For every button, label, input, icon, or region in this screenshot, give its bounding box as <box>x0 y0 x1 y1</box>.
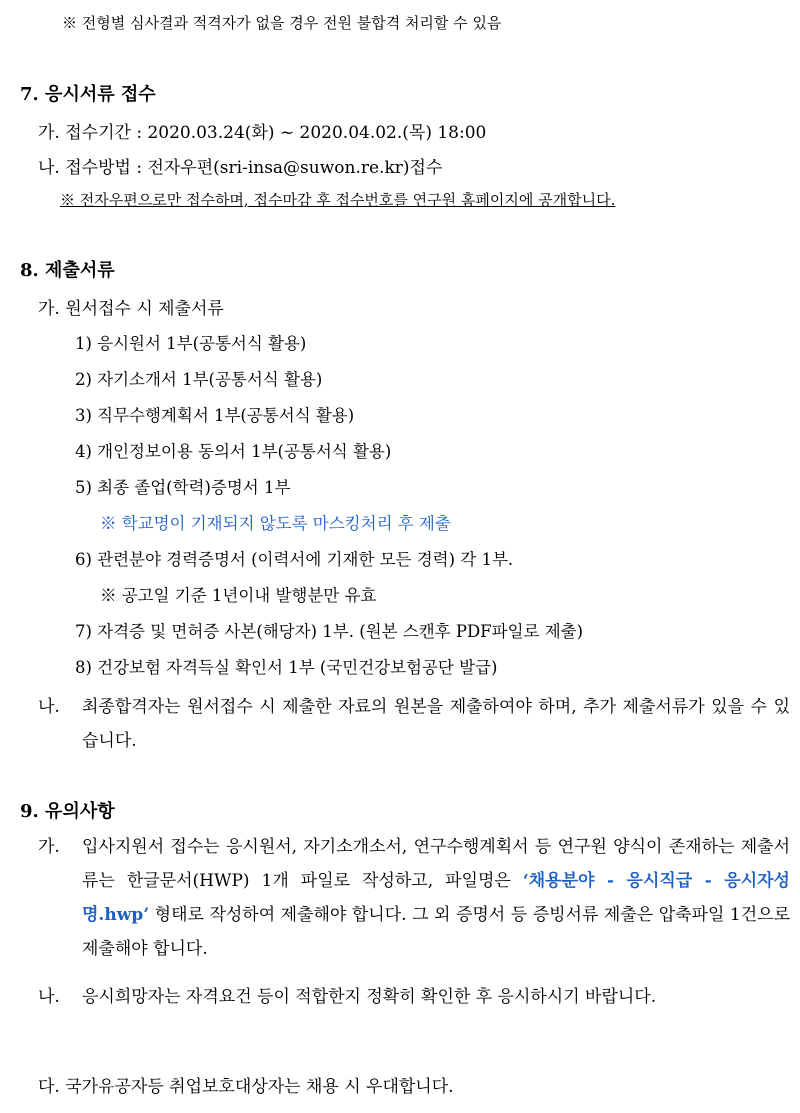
final-originals-paragraph <box>38 690 790 758</box>
email-only-note: ※ 전자우편으로만 접수하며, 접수마감 후 접수번호를 연구원 홈페이지에 공개합니다. <box>60 191 616 209</box>
application-period: 가. 접수기간 : 2020.03.24(화) ~ 2020.04.02.(목) 18:00 <box>38 123 487 143</box>
application-method <box>38 153 442 178</box>
paragraph-label: 가. <box>38 837 60 857</box>
file-format-paragraph <box>38 830 790 966</box>
doc-item-6: 6) 관련분야 경력증명서 (이력서에 기재한 모든 경력) 각 1부. <box>75 550 514 569</box>
eligibility-check-paragraph <box>38 980 790 1014</box>
paragraph-text: 최종합격자는 원서접수 시 제출한 자료의 원본을 제출하여야 하며, 추가 제출서류가 있을 수 있습니다. <box>82 697 790 751</box>
screening-note: ※ 전형별 심사결과 적격자가 없을 경우 전원 불합격 처리할 수 있음 <box>62 14 502 32</box>
doc-item-3: 3) 직무수행계획서 1부(공통서식 활용) <box>75 406 355 425</box>
application-method-prefix: 나. 접수방법 : 전자우편( <box>38 158 220 178</box>
doc-item-4: 4) 개인정보이용 동의서 1부(공통서식 활용) <box>75 442 392 461</box>
doc-item-2: 2) 자기소개서 1부(공통서식 활용) <box>75 370 323 389</box>
section-7-heading: 7. 응시서류 접수 <box>20 84 156 105</box>
paragraph-label: 나. <box>38 987 60 1007</box>
section-8-heading: 8. 제출서류 <box>20 260 115 281</box>
masking-note: ※ 학교명이 기재되지 않도록 마스킹처리 후 제출 <box>100 514 451 533</box>
file-format-text-2: 형태로 작성하여 제출해야 합니다. 그 외 증명서 등 증빙서류 제출은 압축파일 1건으로 제출해야 합니다. <box>82 905 790 959</box>
doc-item-1: 1) 응시원서 1부(공통서식 활용) <box>75 334 307 353</box>
doc-item-5: 5) 최종 졸업(학력)증명서 1부 <box>75 478 291 497</box>
doc-item-8: 8) 건강보험 자격득실 확인서 1부 (국민건강보험공단 발급) <box>75 658 498 677</box>
paragraph-text <box>82 830 790 966</box>
filename-format-highlight: ‘채용분야 - 응시직급 - 응시자성명.hwp’ <box>82 871 790 925</box>
section-9-heading: 9. 유의사항 <box>20 801 115 822</box>
veteran-preference-note: 다. 국가유공자등 취업보호대상자는 채용 시 우대합니다. <box>38 1077 454 1097</box>
submission-docs-label: 가. 원서접수 시 제출서류 <box>38 299 224 319</box>
paragraph-label: 나. <box>38 697 60 717</box>
paragraph-text: 응시희망자는 자격요건 등이 적합한지 정확히 확인한 후 응시하시기 바랍니다. <box>82 987 657 1007</box>
validity-note: ※ 공고일 기준 1년이내 발행분만 유효 <box>100 586 377 605</box>
application-email: sri-insa@suwon.re.kr <box>219 158 403 178</box>
file-format-text-1: 입사지원서 접수는 응시원서, 자기소개소서, 연구수행계획서 등 연구원 양식이 존재하는 제출서류는 한글문서(HWP) 1개 파일로 작성하고, 파일명은 <box>82 837 790 891</box>
application-method-suffix: )접수 <box>402 158 443 178</box>
doc-item-7: 7) 자격증 및 면허증 사본(해당자) 1부. (원본 스캔후 PDF파일로 제출) <box>75 622 584 641</box>
